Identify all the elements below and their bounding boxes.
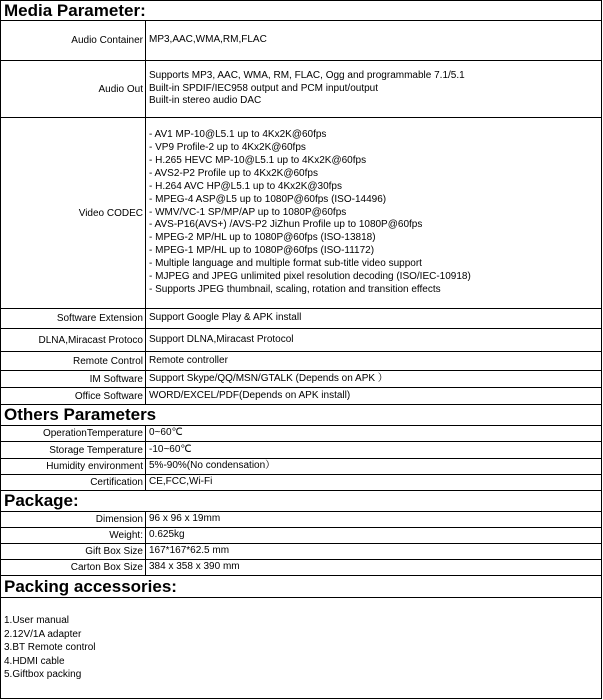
spec-row-audio-out (0, 61, 602, 118)
list-item: 4.HDMI cable (4, 655, 65, 667)
spec-value-line: MP3,AAC,WMA,RM,FLAC (149, 34, 267, 46)
spec-row-im-software (0, 371, 602, 388)
spec-row-audio-container (0, 21, 602, 61)
spec-key: Humidity environment (1, 459, 146, 474)
spec-key: Storage Temperature (1, 442, 146, 458)
spec-value (147, 475, 601, 490)
codec-line: - MPEG-1 MP/HL up to 1080P@60fps (ISO-11172) (149, 245, 375, 257)
spec-value (147, 371, 601, 387)
spec-value (147, 21, 601, 60)
spec-key: Certification (1, 475, 146, 490)
spec-row-dlna-miracast (0, 329, 602, 352)
spec-value (147, 309, 601, 328)
spec-value (147, 528, 601, 543)
spec-value-line: 5%-90%(No condensation） (149, 460, 276, 472)
spec-row-video-codec (0, 118, 602, 309)
list-item: 2.12V/1A adapter (4, 628, 82, 640)
spec-value-line: Support Skype/QQ/MSN/GTALK (Depends on APK ） (149, 372, 388, 384)
spec-value-line: Supports MP3, AAC, WMA, RM, FLAC, Ogg and programmable 7.1/5.1 (149, 69, 465, 81)
spec-key: Office Software (1, 388, 146, 404)
codec-line: - MJPEG and JPEG unlimited pixel resolution decoding (ISO/IEC-10918) (149, 271, 471, 283)
spec-value-line: 0~60℃ (149, 427, 183, 439)
list-item: 1.User manual (4, 615, 70, 626)
spec-key: DLNA,Miracast Protoco (1, 329, 146, 351)
spec-row-gift-box-size (0, 544, 602, 560)
spec-value (147, 352, 601, 370)
spec-value-line: 96 x 96 x 19mm (149, 513, 221, 525)
package-title: Package: (4, 491, 79, 510)
spec-row-storage-temperature (0, 442, 602, 459)
spec-key: Weight: (1, 528, 146, 543)
spec-value (147, 442, 601, 458)
spec-value (147, 388, 601, 404)
spec-value (147, 544, 601, 559)
spec-value (147, 426, 601, 441)
accessories-title: Packing accessories: (4, 576, 177, 596)
spec-row-weight (0, 528, 602, 544)
codec-line: - AV1 MP-10@L5.1 up to 4Kx2K@60fps (149, 129, 327, 141)
media-title: Media Parameter: (4, 0, 146, 20)
section-title-package (0, 491, 602, 512)
codec-line: - MPEG-2 MP/HL up to 1080P@60fps (ISO-13818) (149, 232, 376, 244)
codec-line: - H.265 HEVC MP-10@L5.1 up to 4Kx2K@60fps (149, 154, 367, 166)
spec-value-line: 167*167*62.5 mm (149, 545, 230, 557)
spec-key: Audio Out (1, 61, 146, 117)
list-item: 3.BT Remote control (4, 642, 96, 654)
codec-line: - AVS2-P2 Profile up to 4Kx2K@60fps (149, 167, 318, 179)
spec-key: Dimension (1, 512, 146, 527)
spec-value (147, 459, 601, 474)
spec-value (147, 329, 601, 351)
spec-row-operation-temperature (0, 426, 602, 442)
spec-row-dimension (0, 512, 602, 528)
codec-line: - H.264 AVC HP@L5.1 up to 4Kx2K@30fps (149, 180, 342, 192)
spec-value-line: -10~60℃ (149, 443, 192, 455)
spec-value (147, 118, 601, 308)
others-title: Others Parameters (4, 405, 157, 424)
spec-value-line: Built-in SPDIF/IEC958 output and PCM input/output (149, 82, 379, 94)
spec-row-software-extension (0, 309, 602, 329)
codec-line: - Multiple language and multiple format sub-title video support (149, 258, 422, 270)
spec-row-remote-control (0, 352, 602, 371)
spec-row-humidity (0, 459, 602, 475)
section-title-others (0, 405, 602, 426)
spec-key: Remote Control (1, 352, 146, 370)
spec-value-line: Support DLNA,Miracast Protocol (149, 333, 294, 345)
spec-value-line: Built-in stereo audio DAC (149, 95, 262, 107)
spec-row-carton-box-size (0, 560, 602, 576)
codec-line: - WMV/VC-1 SP/MP/AP up to 1080P@60fps (149, 206, 347, 218)
codec-line: - VP9 Profile-2 up to 4Kx2K@60fps (149, 142, 306, 154)
section-title-accessories (0, 576, 602, 598)
spec-key: Gift Box Size (1, 544, 146, 559)
accessories-list (0, 598, 602, 699)
codec-line: - Supports JPEG thumbnail, scaling, rotation and transition effects (149, 283, 441, 295)
spec-key: OperationTemperature (1, 426, 146, 441)
spec-value (147, 560, 601, 575)
spec-value-line: Support Google Play & APK install (149, 312, 302, 324)
spec-key: IM Software (1, 371, 146, 387)
spec-value-line: 0.625kg (149, 529, 185, 541)
list-item: 5.Giftbox packing (4, 669, 82, 681)
spec-value (147, 512, 601, 527)
spec-key: Audio Container (1, 21, 146, 60)
section-title-media (0, 0, 602, 21)
spec-value (147, 61, 601, 117)
codec-line: - MPEG-4 ASP@L5 up to 1080P@60fps (ISO-14496) (149, 193, 387, 205)
spec-value-line: Remote controller (149, 354, 228, 366)
spec-key: Software Extension (1, 309, 146, 328)
spec-value-line: CE,FCC,Wi-Fi (149, 476, 213, 488)
spec-key: Video CODEC (1, 118, 146, 308)
spec-row-certification (0, 475, 602, 491)
spec-key: Carton Box Size (1, 560, 146, 575)
spec-value-line: 384 x 358 x 390 mm (149, 561, 240, 573)
codec-line: - AVS-P16(AVS+) /AVS-P2 JiZhun Profile up to 1080P@60fps (149, 219, 423, 231)
spec-row-office-software (0, 388, 602, 405)
spec-value-line: WORD/EXCEL/PDF(Depends on APK install) (149, 389, 351, 401)
